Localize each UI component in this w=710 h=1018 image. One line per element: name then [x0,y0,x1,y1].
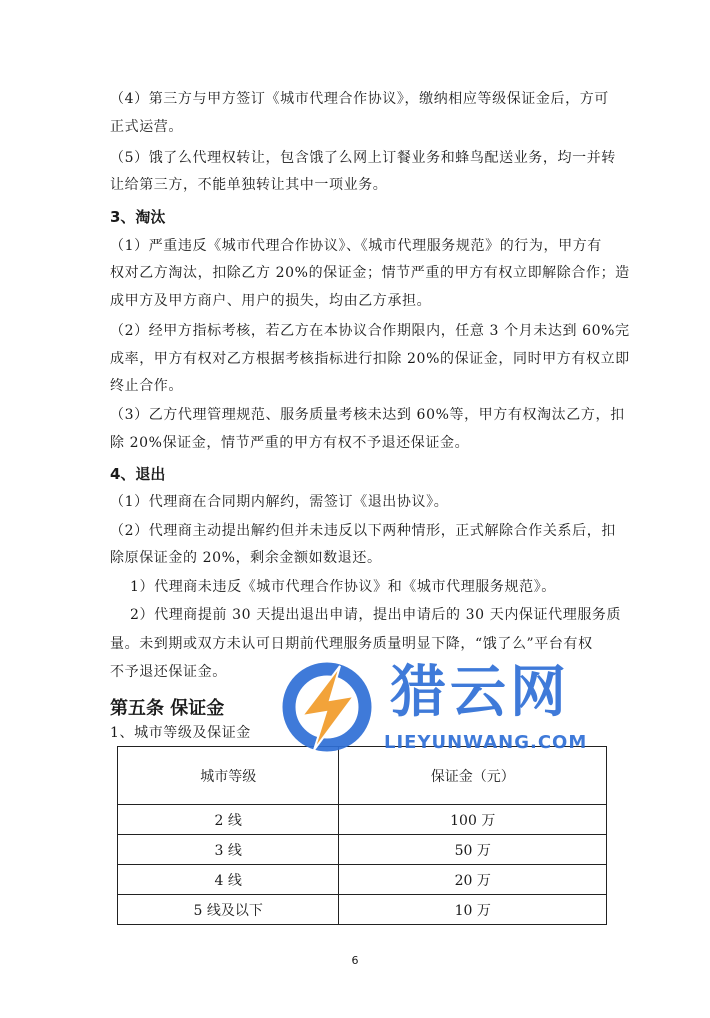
paragraph-line: （2）经甲方指标考核，若乙方在本协议合作期限内，任意 3 个月未达到 60%完 [110,323,630,339]
table-header-city-level: 城市等级 [118,747,339,805]
table-cell: 4 线 [118,865,339,895]
article-subtitle: 1、城市等级及保证金 [110,725,251,741]
table-row [118,805,607,835]
table-cell: 3 线 [118,835,339,865]
table-row [118,865,607,895]
paragraph-line: （3）乙方代理管理规范、服务质量考核未达到 60%等，甲方有权淘汰乙方，扣 [110,407,625,423]
paragraph-line: 成率，甲方有权对乙方根据考核指标进行扣除 20%的保证金，同时甲方有权立即 [110,351,630,367]
paragraph-line: 2）代理商提前 30 天提出退出申请，提出申请后的 30 天内保证代理服务质 [130,607,622,623]
watermark-text: 猎云网 [390,660,570,725]
lightning-logo-icon [272,652,382,762]
paragraph-line: （1）严重违反《城市代理合作协议》、《城市代理服务规范》的行为，甲方有 [110,238,602,254]
table-cell: 100 万 [339,805,607,835]
table-cell: 10 万 [339,895,607,925]
table-cell: 2 线 [118,805,339,835]
paragraph-line: （1）代理商在合同期内解约，需签订《退出协议》。 [110,494,449,510]
paragraph-line: （5）饿了么代理权转让，包含饿了么网上订餐业务和蜂鸟配送业务，均一并转 [110,150,616,166]
paragraph-line: 成甲方及甲方商户、用户的损失，均由乙方承担。 [110,293,432,309]
watermark-logo [272,648,592,768]
section-heading-exit: 4、退出 [110,465,166,483]
paragraph-line: 除 20%保证金，情节严重的甲方有权不予退还保证金。 [110,435,470,451]
table-cell: 5 线及以下 [118,895,339,925]
table-cell: 20 万 [339,865,607,895]
paragraph-line: （2）代理商主动提出解约但并未违反以下两种情形，正式解除合作关系后，扣 [110,523,616,539]
watermark-url: LIEYUNWANG.COM [384,732,588,753]
paragraph-line: 量。未到期或双方未认可日期前代理服务质量明显下降，“饿了么”平台有权 [110,636,593,652]
paragraph-line: 让给第三方，不能单独转让其中一项业务。 [110,177,388,193]
article-title: 第五条 保证金 [110,698,225,719]
paragraph-line: 终止合作。 [110,378,183,394]
paragraph-line: 除原保证金的 20%，剩余金额如数退还。 [110,550,382,566]
paragraph-line: 权对乙方淘汰，扣除乙方 20%的保证金；情节严重的甲方有权立即解除合作；造 [110,265,630,281]
table-cell: 50 万 [339,835,607,865]
paragraph-line: 1）代理商未违反《城市代理合作协议》和《城市代理服务规范》。 [130,579,556,595]
deposit-table [117,746,607,925]
paragraph-line: （4）第三方与甲方签订《城市代理合作协议》，缴纳相应等级保证金后，方可 [110,91,609,107]
table-row [118,835,607,865]
table-row [118,895,607,925]
table-header-deposit: 保证金（元） [339,747,607,805]
section-heading-elimination: 3、淘汰 [110,208,166,226]
paragraph-line: 不予退还保证金。 [110,664,227,680]
page-number: 6 [351,954,359,967]
paragraph-line: 正式运营。 [110,119,183,135]
